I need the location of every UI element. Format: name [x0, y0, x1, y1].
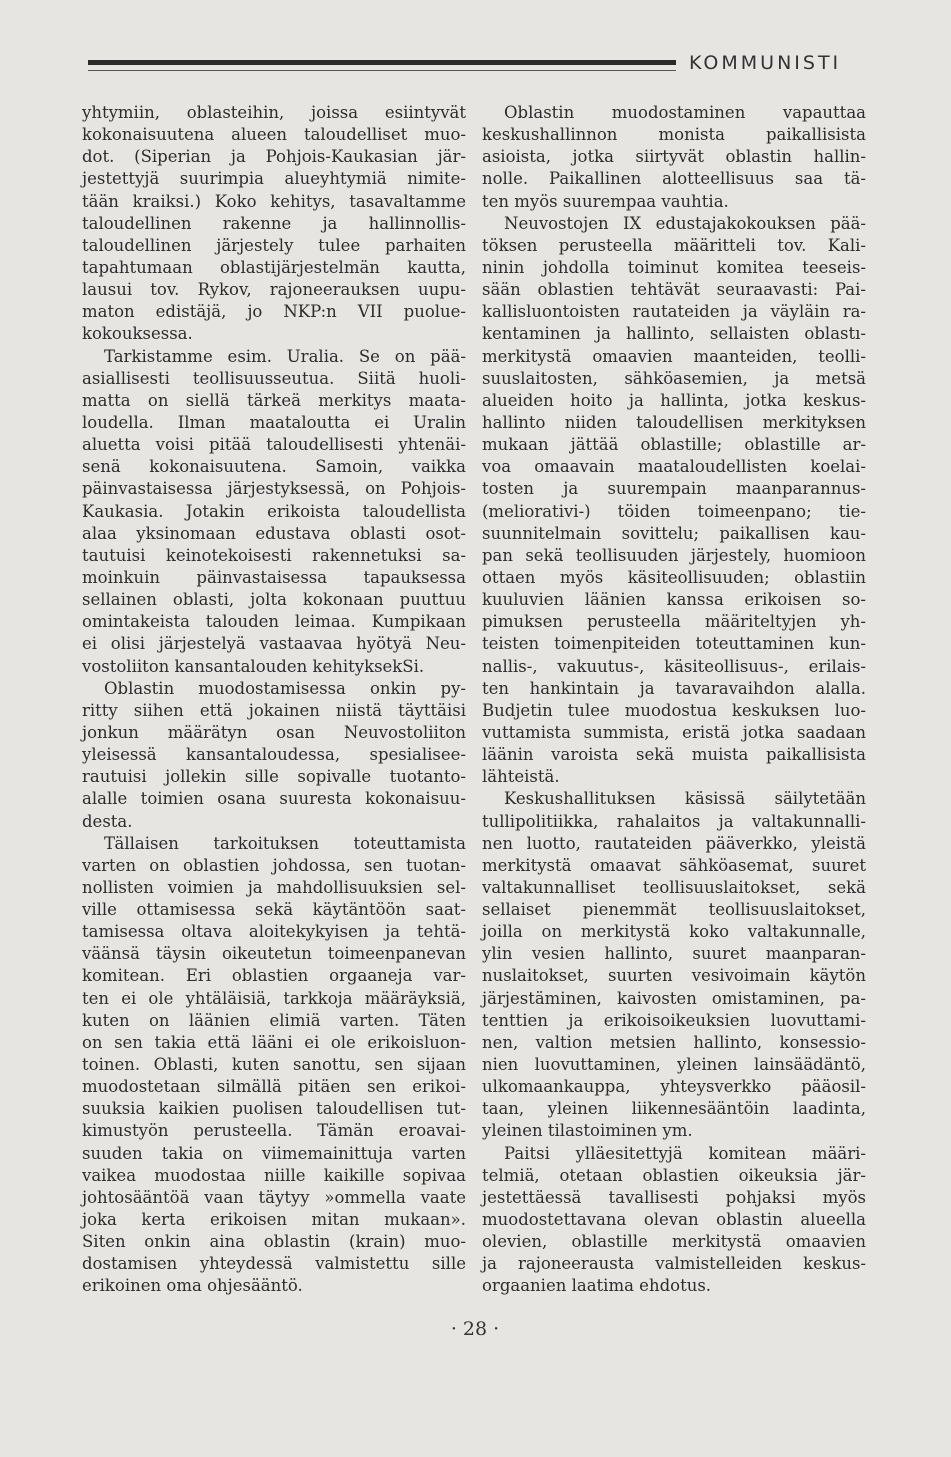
text-line: joka kerta erikoisen mitan mukaan».	[82, 1210, 466, 1230]
text-line: Tällaisen tarkoituksen toteuttamista	[104, 833, 466, 853]
text-line: tosten ja suurempain maanparannus-	[482, 479, 866, 499]
text-line: lähteistä.	[482, 767, 560, 787]
text-line: ja rajoneerausta valmistelleiden keskus-	[482, 1254, 866, 1274]
text-line: keskushallinnon monista paikallisista	[482, 125, 866, 145]
text-line: yhtymiin, oblasteihin, joissa esiintyvät	[82, 103, 466, 122]
text-line: merkitystä omaavien maanteiden, teolli-	[482, 346, 866, 366]
text-line: kokonaisuutena alueen taloudelliset muo-	[82, 125, 466, 145]
text-line: alaa yksinomaan edustava oblasti osot-	[82, 523, 466, 543]
text-line: Oblastin muodostamisessa onkin py-	[104, 678, 466, 698]
page-number: · 28 ·	[450, 1318, 500, 1340]
text-line: ottaen myös käsiteollisuuden; oblastiin	[482, 567, 866, 587]
text-line: komitean. Eri oblastien orgaaneja var-	[82, 966, 466, 986]
text-line: sellaiset pienemmät teollisuuslaitokset,	[482, 900, 866, 920]
text-line: nen, valtion metsien hallinto, konsessio-	[482, 1032, 866, 1052]
text-line: alalle toimien osana suuresta kokonaisuu-	[82, 789, 466, 809]
text-line: nallis-, vakuutus-, käsiteollisuus-, erilais-	[482, 656, 866, 676]
text-line: nien luovuttaminen, yleinen lainsäädäntö,	[482, 1055, 866, 1075]
text-line: merkitystä omaavat sähköasemat, suuret	[482, 855, 866, 875]
text-line: johtosääntöä vaan täytyy »ommella vaate	[82, 1187, 466, 1207]
left-column	[82, 102, 466, 1298]
text-line: suuslaitosten, sähköasemien, ja metsä	[482, 368, 866, 388]
text-line: nuslaitokset, suurten vesivoimain käytön	[482, 966, 866, 986]
text-line: tenttien ja erikoisoikeuksien luovuttami-	[482, 1010, 866, 1030]
text-line: nen luotto, rautateiden pääverkko, yleistä	[482, 833, 866, 853]
text-line: kuten on läänien elimiä varten. Täten	[82, 1010, 466, 1030]
text-line: asiallisesti teollisuusseutua. Siitä huoli-	[82, 368, 466, 388]
text-line: toinen. Oblasti, kuten sanottu, sen sijaan	[82, 1055, 466, 1075]
text-line: dostamisen yhteydessä valmistettu sille	[82, 1254, 466, 1274]
text-line: muodostetaan silmällä pitäen sen erikoi-	[82, 1077, 466, 1097]
text-line: erikoinen oma ohjesääntö.	[82, 1276, 303, 1296]
text-line: vaikea muodostaa niille kaikille sopivaa	[82, 1165, 466, 1185]
text-line: (meliorativi-) töiden toimeenpano; tie-	[482, 501, 866, 521]
text-line: Oblastin muodostaminen vapauttaa	[504, 103, 866, 122]
text-line: Paitsi ylläesitettyjä komitean määri-	[504, 1143, 866, 1163]
text-line: taloudellinen järjestely tulee parhaiten	[82, 235, 466, 255]
text-line: senä kokonaisuutena. Samoin, vaikka	[82, 457, 466, 477]
text-line: pimuksen perusteella määriteltyjen yh-	[482, 612, 866, 632]
text-line: tapahtumaan oblastijärjestelmän kautta,	[82, 257, 466, 277]
text-line: maton edistäjä, jo NKP:n VII puolue-	[82, 302, 466, 322]
header-rule-thick	[88, 60, 676, 65]
text-line: tään kraiksi.) Koko kehitys, tasavaltamme	[82, 191, 466, 211]
text-line: ten ei ole yhtäläisiä, tarkkoja määräyksiä,	[82, 988, 466, 1008]
header-rule-thin	[88, 70, 676, 71]
text-line: aluetta voisi pitää taloudellisesti yhtenäi-	[82, 435, 466, 455]
text-line: teisten toimenpiteiden toteuttaminen kun-	[482, 634, 866, 654]
text-line: on sen takia että lääni ei ole erikoisluon-	[82, 1032, 466, 1052]
text-line: dot. (Siperian ja Pohjois-Kaukasian jär-	[82, 147, 466, 167]
text-line: Tarkistamme esim. Uralia. Se on pää-	[104, 346, 466, 366]
text-line: yleisessä kansantaloudessa, spesialisee-	[82, 745, 466, 765]
text-line: mukaan jättää oblastille; oblastille ar-	[482, 435, 866, 455]
text-line: muodostettavana olevan oblastin alueella	[482, 1210, 866, 1230]
text-line: matta on siellä tärkeä merkitys maata-	[82, 390, 466, 410]
text-line: valtakunnalliset teollisuuslaitokset, sekä	[482, 877, 866, 897]
text-line: järjestäminen, kaivosten omistaminen, pa-	[482, 988, 866, 1008]
text-line: tullipolitiikka, rahalaitos ja valtakunnalli-	[482, 811, 866, 831]
text-line: läänin varoista sekä muista paikallisista	[482, 745, 866, 765]
text-line: vuttamista summista, eristä jotka saadaan	[482, 722, 866, 742]
text-line: kentaminen ja hallinto, sellaisten oblastı-	[482, 324, 866, 344]
text-line: ylin vesien hallinto, suuret maanparan-	[482, 944, 866, 964]
text-line: kallisluontoisten rautateiden ja väyläin ra-	[482, 302, 866, 322]
text-line: kuuluvien läänien kanssa erikoisen so-	[482, 590, 866, 610]
text-line: moinkuin päinvastaisessa tapauksessa	[82, 567, 466, 587]
text-line: tamisessa oltava aloitekykyisen ja tehtä-	[82, 922, 466, 942]
text-line: sellainen oblasti, jolta kokonaan puuttuu	[82, 590, 466, 610]
text-line: päinvastaisessa järjestyksessä, on Pohjois-	[82, 479, 466, 499]
text-line: suunnitelmain sovittelu; paikallisen kau-	[482, 523, 866, 543]
text-line: ten hankintain ja tavaravaihdon alalla.	[482, 678, 866, 698]
text-line: pan sekä teollisuuden järjestely, huomioon	[482, 545, 866, 565]
text-line: voa omaavain maataloudellisten koelai-	[482, 457, 866, 477]
right-column	[482, 102, 866, 1298]
text-line: desta.	[82, 811, 133, 831]
text-line: nollisten voimien ja mahdollisuuksien sel-	[82, 877, 466, 897]
text-line: loudella. Ilman maataloutta ei Uralin	[82, 412, 466, 432]
text-line: alueiden hoito ja hallinta, jotka keskus-	[482, 390, 866, 410]
journal-title: KOMMUNISTI	[689, 52, 842, 74]
text-line: orgaanien laatima ehdotus.	[482, 1276, 712, 1296]
text-line: asioista, jotka siirtyvät oblastin hallin-	[482, 147, 866, 167]
text-line: lausui tov. Rykov, rajoneerauksen uupu-	[82, 280, 466, 300]
text-line: väänsä täysin oikeutetun toimeenpanevan	[82, 944, 466, 964]
text-line: ninin johdolla toiminut komitea teeseis-	[482, 257, 866, 277]
text-line: taloudellinen rakenne ja hallinnollis-	[82, 213, 466, 233]
text-line: jestettyjä suurimpia alueyhtymiä nimite-	[82, 169, 466, 189]
text-line: kimustyön perusteella. Tämän eroavai-	[82, 1121, 466, 1141]
text-line: jestettäessä tavallisesti pohjaksi myös	[482, 1187, 866, 1207]
text-line: Siten onkin aina oblastin (krain) muo-	[82, 1232, 466, 1252]
text-line: nolle. Paikallinen alotteellisuus saa tä-	[482, 169, 866, 189]
text-line: joilla on merkitystä koko valtakunnalle,	[482, 922, 866, 942]
text-line: Kaukasia. Jotakin erikoista taloudellista	[82, 501, 466, 521]
text-line: Budjetin tulee muodostua keskuksen luo-	[482, 700, 866, 720]
text-line: varten on oblastien johdossa, sen tuotan-	[82, 855, 466, 875]
text-line: sään oblastien tehtävät seuraavasti: Pai-	[482, 280, 866, 300]
text-line: hallinto niiden taloudellisen merkityksen	[482, 412, 866, 432]
text-line: suuden takia on viimemainittuja varten	[82, 1143, 466, 1163]
text-line: Neuvostojen IX edustajakokouksen pää-	[504, 213, 866, 233]
text-line: telmiä, otetaan oblastien oikeuksia jär-	[482, 1165, 866, 1185]
text-line: taan, yleinen liikennesääntöin laadinta,	[482, 1099, 866, 1119]
text-line: kokouksessa.	[82, 324, 193, 344]
text-line: yleinen tilastoiminen ym.	[482, 1121, 693, 1141]
text-line: omintakeista talouden leimaa. Kumpikaan	[82, 612, 466, 632]
text-line: ville ottamisessa sekä käytäntöön saat-	[82, 900, 466, 920]
text-line: ritty siihen että jokainen niistä täyttäisi	[82, 700, 466, 720]
text-line: jonkun määrätyn osan Neuvostoliiton	[82, 722, 466, 742]
text-line: Keskushallituksen käsissä säilytetään	[504, 789, 866, 809]
text-line: olevien, oblastille merkitystä omaavien	[482, 1232, 866, 1252]
text-line: vostoliiton kansantalouden kehityksekSi.	[82, 656, 425, 676]
text-line: ulkomaankauppa, yhteysverkko pääosil-	[482, 1077, 866, 1097]
text-line: ten myös suurempaa vauhtia.	[482, 191, 729, 211]
text-line: suuksia kaikien puolisen taloudellisen tut-	[82, 1099, 466, 1119]
text-line: tautuisi keinotekoisesti rakennetuksi sa-	[82, 545, 466, 565]
text-line: ei olisi järjestelyä vastaavaa hyötyä Neu-	[82, 634, 466, 654]
text-line: töksen perusteella määritteli tov. Kali-	[482, 235, 866, 255]
text-line: rautuisi jollekin sille sopivalle tuotanto-	[82, 767, 466, 787]
